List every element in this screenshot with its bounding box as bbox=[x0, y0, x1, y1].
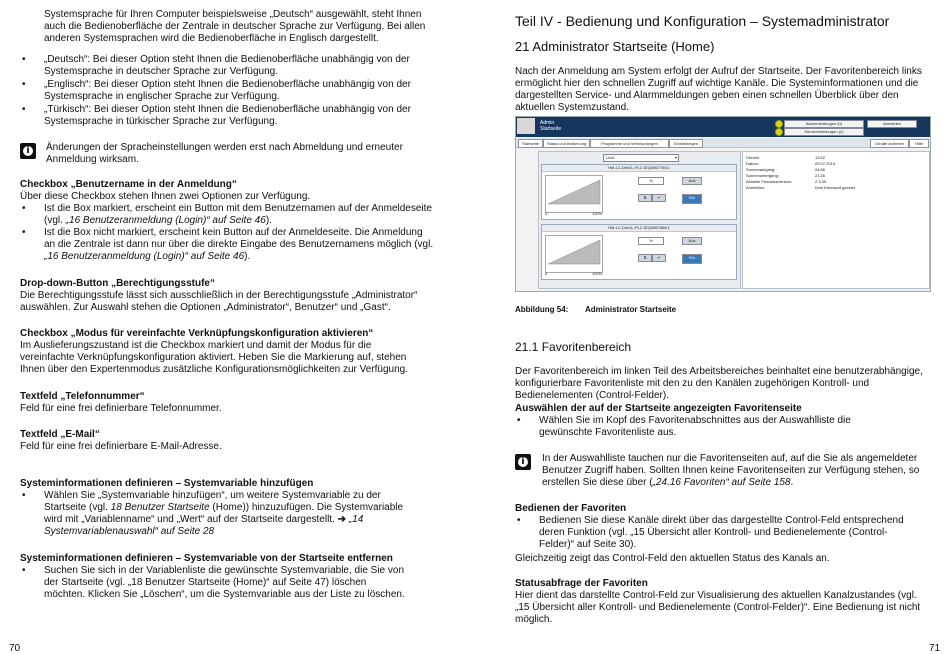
logo bbox=[517, 118, 535, 134]
sysinfo-label: Aktuelle Firmwareversion: bbox=[746, 179, 793, 184]
sysinfo-value: 09.07.2013 bbox=[815, 161, 836, 166]
alarm-messages-button[interactable]: Alarmmeldungen (0) bbox=[784, 120, 864, 128]
sysinfo-value: 04:56 bbox=[815, 167, 826, 172]
section-heading: Checkbox „Benutzername in der Anmeldung“ bbox=[20, 179, 237, 190]
arrow-icon: ➔ bbox=[337, 514, 347, 525]
right-page bbox=[475, 0, 950, 655]
list-text: Wählen Sie „Systemvariable hinzufügen“, um weitere Systemvariable zu der Startseite (vgl. bbox=[44, 490, 381, 513]
language-options-list bbox=[20, 54, 428, 128]
sysvar-remove-list bbox=[20, 565, 410, 601]
sysinfo-label: Datum: bbox=[746, 161, 759, 166]
note-text: Änderungen der Spracheinstellungen werden erst nach Abmeldung und erneuter Anmeldung wirksam. bbox=[46, 142, 403, 165]
list-item bbox=[20, 203, 434, 227]
section-heading: Drop-down-Button „Berechtigungsstufe“ bbox=[20, 278, 215, 289]
language-intro: Systemsprache für Ihren Computer beispielsweise „Deutsch“ ausgewählt, steht Ihnen auch die Bedienoberfläche der Zentrale in deutscher Sprache zur Verfügung. Bei allen anderen Systemsprachen wird die Bedienoberfläche in Englisch dargestellt. bbox=[44, 9, 426, 44]
help-button[interactable]: Hilfe bbox=[909, 139, 929, 148]
percent-unit: % bbox=[649, 178, 653, 183]
screenshot-header bbox=[516, 117, 930, 137]
list-item: • Suchen Sie sich in der Variablenliste die gewünschte Systemvariable, die Sie von der Startseite (vgl. „18 Benutzer Startseite (Home)“ auf Seite 47) löschen möchten. Klicken Sie „Löschen“, um die Systemvariable aus der Liste zu löschen. bbox=[20, 565, 410, 601]
list-text: ). bbox=[265, 215, 272, 226]
info-icon bbox=[20, 143, 36, 159]
favorites-note bbox=[515, 453, 925, 489]
language-note bbox=[20, 142, 420, 166]
on-button[interactable]: Ein bbox=[682, 254, 702, 264]
favorite-channel-panel bbox=[541, 224, 737, 280]
figure-caption: Administrator Startseite bbox=[585, 305, 677, 314]
page-reference: „16 Benutzeranmeldung (Login)“ auf Seite 46 bbox=[65, 215, 266, 226]
tab-startpage[interactable]: Startseite bbox=[518, 139, 543, 148]
admin-startpage-screenshot bbox=[515, 116, 931, 292]
panel-title: HM-LC-Dim1L-Pl-2 JEQ0567765:1 bbox=[542, 165, 736, 172]
paragraph: Hier dient das darstellte Control-Feld zur Visualisierung des aktuellen Kanalzustandes (vgl. „15 Übersicht aller Kontroll- und Bedienelemente (Control-Felder)“. Eine Bedienung ist nicht möglich. bbox=[515, 590, 921, 625]
section-heading: Textfeld „Telefonnummer“ bbox=[20, 391, 145, 402]
list-item: • „Englisch“: Bei dieser Option steht Ihnen die Bedienoberfläche unabhängig von der Systemsprache in englischer Sprache zur Verfügung. bbox=[20, 79, 428, 103]
note-text-part: . bbox=[790, 477, 794, 488]
sysinfo-label: Sonnenuntergang: bbox=[746, 173, 779, 178]
list-item: • Wählen Sie im Kopf des Favoritenabschnittes aus der Auswahlliste die gewünschte Favoritenliste aus. bbox=[515, 415, 905, 439]
logout-button[interactable]: Abmelden bbox=[867, 120, 917, 128]
favorites-select-value: Licht bbox=[606, 155, 615, 160]
step-up-down-icon[interactable]: ⇅ bbox=[638, 194, 652, 202]
list-text: (Home)) hinzuzufügen. Die Systemvariable wird mit „Variablenname“ und „Wert“ auf der Startseite dargestellt. bbox=[44, 502, 404, 525]
paragraph: Der Favoritenbereich im linken Teil des Arbeitsbereiches beinhaltet eine benutzerabhängige, konfigurierbare Favoritenliste mit den zu den Kanälen zugehörigen Kontroll- und Bedienelementen (Control-Felder). bbox=[515, 366, 923, 401]
select-favorites-list bbox=[515, 415, 905, 439]
list-item: • Bedienen Sie diese Kanäle direkt über das dargestellte Control-Feld entsprechend deren Funktion (vgl. „15 Übersicht aller Kontroll- und Bedienelemente (Control-Felder)“ auf Seite 30). bbox=[515, 515, 915, 551]
favorites-select[interactable] bbox=[603, 154, 679, 162]
off-button[interactable]: Aus bbox=[682, 237, 702, 245]
sysinfo-label: Uhrzeit: bbox=[746, 155, 760, 160]
sysinfo-label: Anmelden: bbox=[746, 185, 766, 190]
dimmer-ramp bbox=[546, 236, 602, 272]
tab-status[interactable]: Status und Bedienung bbox=[543, 139, 590, 148]
enter-icon[interactable]: ↵ bbox=[652, 194, 666, 202]
graph-min-label: 0 bbox=[545, 271, 548, 276]
section-heading: Bedienen der Favoriten bbox=[515, 503, 627, 514]
chevron-down-icon: ▾ bbox=[674, 155, 677, 160]
section-title: 21 Administrator Startseite (Home) bbox=[515, 39, 715, 54]
paragraph: Über diese Checkbox stehen Ihnen zwei Optionen zur Verfügung. bbox=[20, 191, 311, 202]
enter-icon[interactable]: ↵ bbox=[652, 254, 666, 262]
list-text: Ist die Box markiert, erscheint ein Button mit dem Benutzernamen auf der Anmeldeseite (vgl. bbox=[44, 203, 432, 226]
page-reference: „16 Benutzeranmeldung (Login)“ auf Seite 46 bbox=[44, 251, 245, 262]
section-heading: Checkbox „Modus für vereinfachte Verknüpfungskonfiguration aktivieren“ bbox=[20, 328, 374, 339]
sysinfo-label: Sonnenaufgang: bbox=[746, 167, 776, 172]
service-indicator-icon bbox=[775, 128, 783, 136]
sysinfo-value: 2.3.35 bbox=[815, 179, 827, 184]
subsection-title: 21.1 Favoritenbereich bbox=[515, 340, 632, 354]
paragraph: Die Berechtigungsstufe lässt sich ausschließlich in der Berechtigungsstufe „Administrator“ auswählen. Zur Auswahl stehen die Optionen „Administrator“, Benutzer“ und „Gast“. bbox=[20, 290, 418, 313]
favorites-area bbox=[538, 151, 741, 289]
dimmer-graph bbox=[545, 175, 603, 213]
part-title: Teil IV - Bedienung und Konfiguration – Systemadministrator bbox=[515, 13, 890, 29]
list-item: • „Deutsch“: Bei dieser Option steht Ihnen die Bedienoberfläche unabhängig von der Systemsprache in deutscher Sprache zur Verfügung. bbox=[20, 54, 428, 78]
panel-title: HM-LC-Dim1L-Pl-2 JEQ0567668:1 bbox=[542, 225, 736, 232]
list-item bbox=[20, 490, 410, 538]
list-item bbox=[20, 227, 434, 263]
favorite-channel-panel bbox=[541, 164, 737, 220]
list-item: • „Türkisch“: Bei dieser Option steht Ihnen die Bedienoberfläche unabhängig von der Systemsprache in türkischer Sprache zur Verfügung. bbox=[20, 104, 428, 128]
percent-input[interactable] bbox=[638, 237, 664, 245]
paragraph: Im Auslieferungszustand ist die Checkbox markiert und damit der Modus für die vereinfachte Verknüpfungskonfiguration aktiviert. Heben Sie die Markierung auf, stehen Ihnen über den Expertenmodus zusätzliche Konfigurationsmöglichkeiten zur Verfügung. bbox=[20, 340, 409, 375]
paragraph: Gleichzeitig zeigt das Control-Feld den aktuellen Status des Kanals an. bbox=[515, 553, 830, 564]
dimmer-graph bbox=[545, 235, 603, 273]
section-heading: Statusabfrage der Favoriten bbox=[515, 578, 648, 589]
tab-programs[interactable]: Programme und Verknüpfungen bbox=[590, 139, 669, 148]
paragraph: Feld für eine frei definierbare E-Mail-Adresse. bbox=[20, 441, 222, 452]
off-button[interactable]: Aus bbox=[682, 177, 702, 185]
section-heading: Systeminformationen definieren – Systemvariable hinzufügen bbox=[20, 478, 314, 489]
page-reference: „24.16 Favoriten“ auf Seite 158 bbox=[652, 477, 791, 488]
tab-settings[interactable]: Einstellungen bbox=[669, 139, 703, 148]
page-number: 71 bbox=[929, 643, 941, 654]
username-options-list bbox=[20, 203, 434, 263]
graph-max-label: 100% bbox=[592, 271, 603, 276]
page-reference: „14 Systemvariablenauswahl“ auf Seite 28 bbox=[44, 514, 364, 537]
note-text bbox=[542, 453, 925, 489]
sysvar-add-list bbox=[20, 490, 410, 538]
paragraph: Feld für eine frei definierbare Telefonnummer. bbox=[20, 403, 222, 414]
percent-unit: % bbox=[649, 238, 653, 243]
devices-button[interactable]: Geräte anlernen bbox=[870, 139, 909, 148]
percent-input[interactable] bbox=[638, 177, 664, 185]
on-button[interactable]: Ein bbox=[682, 194, 702, 204]
section-heading: Systeminformationen definieren – Systemvariable von der Startseite entfernen bbox=[20, 553, 393, 564]
info-icon bbox=[515, 454, 531, 470]
section-heading: Auswählen der auf der Startseite angezeigten Favoritenseite bbox=[515, 403, 802, 414]
graph-max-label: 100% bbox=[592, 211, 603, 216]
list-text: Ist die Box nicht markiert, erscheint kein Button auf der Anmeldeseite. Die Anmeldung an die Zentrale ist dann nur über die direkte Eingabe des Benutzernamens möglich (vgl. bbox=[44, 227, 434, 250]
operate-favorites-list bbox=[515, 515, 915, 551]
sysinfo-value: 21:26 bbox=[815, 173, 826, 178]
section-heading: Textfeld „E-Mail“ bbox=[20, 429, 100, 440]
list-text: ). bbox=[244, 251, 251, 262]
system-info-panel bbox=[742, 151, 930, 289]
step-up-down-icon[interactable]: ⇅ bbox=[638, 254, 652, 262]
alarm-indicator-icon bbox=[775, 120, 783, 128]
graph-min-label: 0 bbox=[545, 211, 548, 216]
screenshot-nav bbox=[516, 138, 930, 148]
note-text-part: In der Auswahlliste tauchen nur die Favoritenseiten auf, auf die Sie als angemeldeter Benutzer Zugriff haben. Sollten Ihnen keine Favoritenseiten zur Verfügung stehen, so erstellen Sie diese über ( bbox=[542, 453, 920, 488]
page-number: 70 bbox=[9, 643, 21, 654]
page-reference: 18 Benutzer Startseite bbox=[110, 502, 210, 513]
service-messages-button[interactable]: Servicemeldungen (2) bbox=[784, 128, 864, 136]
sysinfo-value: Kein Kennwort gesetzt bbox=[815, 185, 856, 190]
paragraph: Nach der Anmeldung am System erfolgt der Aufruf der Startseite. Der Favoritenbereich links ermöglicht hier den schnellen Zugriff auf wichtige Kanäle. Die Systeminformationen und die dargestellten Service- und Alarmmeldungen geben einen schnellen Überblick über den aktuellen Systemzustand. bbox=[515, 66, 922, 113]
title-line: Startseite bbox=[540, 126, 562, 132]
title-line: Admin bbox=[540, 120, 555, 126]
sysinfo-value: 13:02 bbox=[815, 155, 826, 160]
figure-label: Abbildung 54: bbox=[515, 305, 569, 314]
dimmer-ramp bbox=[546, 176, 602, 212]
screenshot-title bbox=[540, 120, 561, 132]
